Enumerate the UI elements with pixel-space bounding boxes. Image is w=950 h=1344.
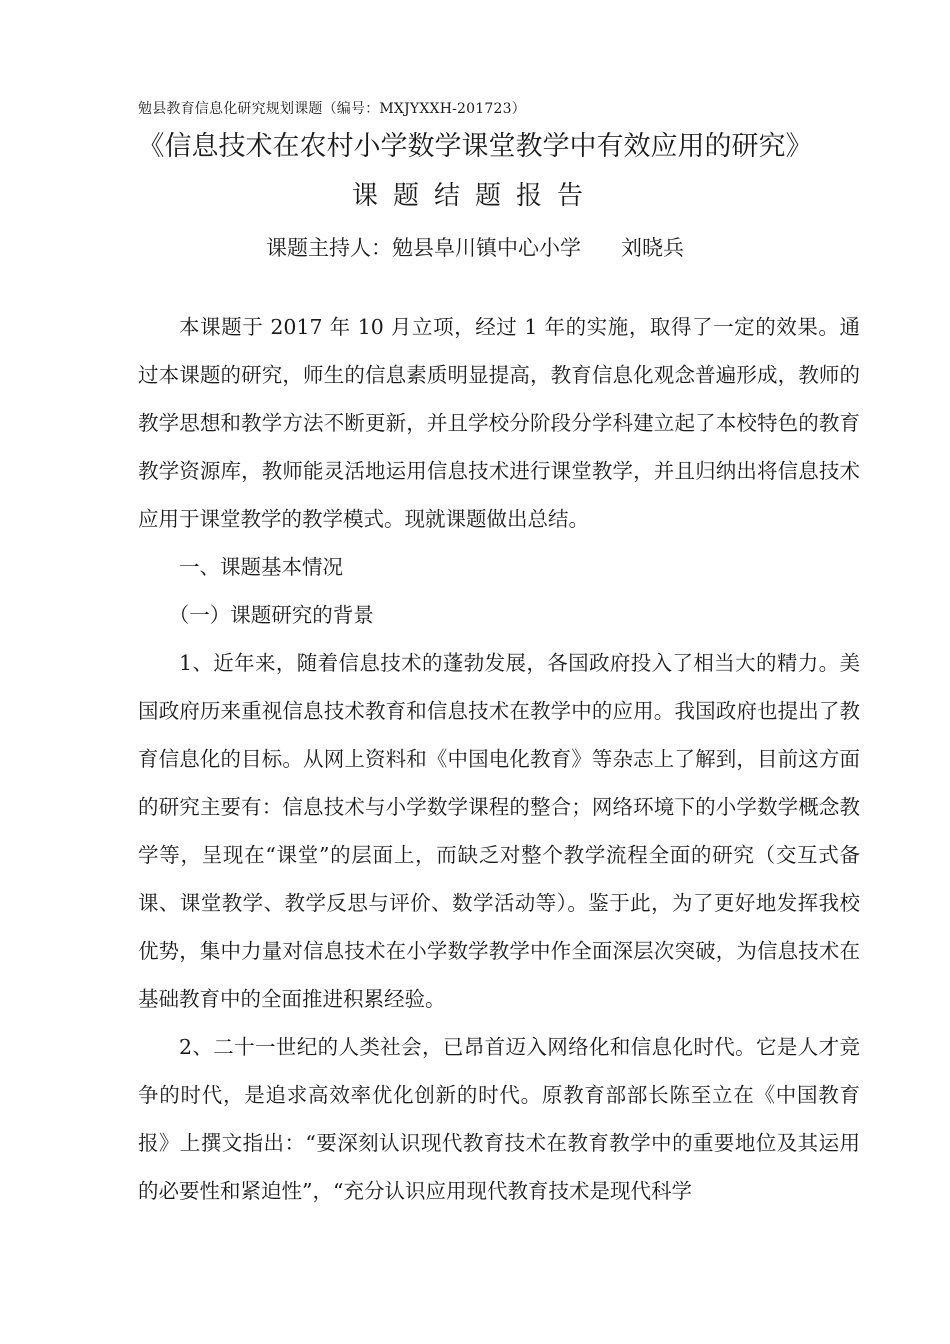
report-subtitle: 课题结题报告 [351, 181, 598, 211]
host-label: 课题主持人： [266, 236, 392, 260]
subsection-heading-1-1: （一）课题研究的背景 [168, 603, 374, 627]
host-name: 刘晓兵 [621, 236, 684, 260]
host-school: 勉县阜川镇中心小学 [392, 236, 581, 260]
background-paragraph-2: 2、二十一世纪的人类社会，已昂首迈入网络化和信息化时代。它是人才竞争的时代，是追求高效率优化创新的时代。原教育部部长陈至立在《中国教育报》上撰文指出：“要深刻认识现代教育技术在教育教学中的重要地位及其运用的必要性和紧迫性”，“充分认识应用现代教育技术是现代科学 [138, 1035, 860, 1203]
report-body [138, 303, 860, 1215]
report-title: 《信息技术在农村小学数学课堂教学中有效应用的研究》 [137, 131, 813, 162]
host-line [0, 232, 950, 262]
background-paragraph-1: 1、近年来，随着信息技术的蓬勃发展，各国政府投入了相当大的精力。美国政府历来重视信息技术教育和信息技术在教学中的应用。我国政府也提出了教育信息化的目标。从网上资料和《中国电化教育》等杂志上了解到，目前这方面的研究主要有：信息技术与小学数学课程的整合；网络环境下的小学数学概念教学等，呈现在“课堂”的层面上，而缺乏对整个教学流程全面的研究（交互式备课、课堂教学、教学反思与评价、数学活动等）。鉴于此，为了更好地发挥我校优势，集中力量对信息技术在小学数学教学中作全面深层次突破，为信息技术在基础教育中的全面推进积累经验。 [138, 651, 860, 1011]
section-heading-1: 一、课题基本情况 [179, 555, 343, 579]
project-header-note: 勉县教育信息化研究规划课题（编号：MXJYXXH-201723） [138, 101, 526, 117]
intro-paragraph: 本课题于 2017 年 10 月立项，经过 1 年的实施，取得了一定的效果。通过本课题的研究，师生的信息素质明显提高，教育信息化观念普遍形成，教师的教学思想和教学方法不断更新，并且学校分阶段分学科建立起了本校特色的教育教学资源库，教师能灵活地运用信息技术进行课堂教学，并且归纳出将信息技术应用于课堂教学的教学模式。现就课题做出总结。 [138, 315, 860, 531]
